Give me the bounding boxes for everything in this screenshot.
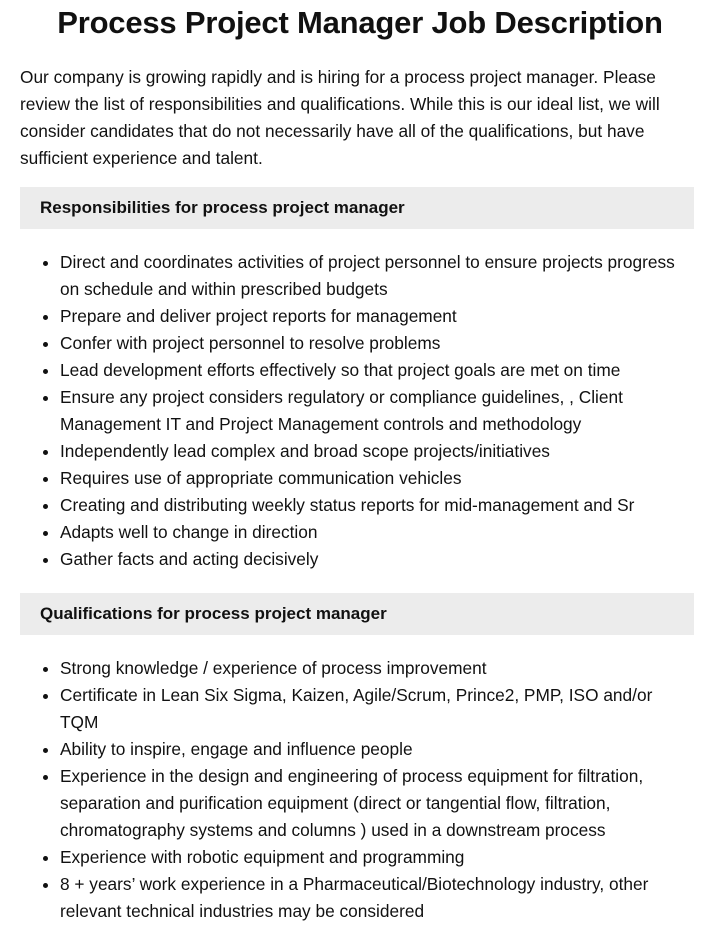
list-item: • Experience with robotic equipment and programming [60,844,690,871]
list-item: • Gather facts and acting decisively [60,546,690,573]
list-item: • Prepare and deliver project reports for management [60,303,690,330]
intro-paragraph: Our company is growing rapidly and is hiring for a process project manager. Please review the list of responsibilities and qualifications. While this is our ideal list, we will consider candidates that do not necessarily have all of the qualifications, but have sufficient experience and talent. [20,67,660,168]
list-item: • Direct and coordinates activities of project personnel to ensure projects progress on schedule and within prescribed budgets [60,249,690,303]
list-item: • Creating and distributing weekly status reports for mid-management and Sr [60,492,690,519]
list-item: • Independently lead complex and broad scope projects/initiatives [60,438,690,465]
qualifications-list [20,655,690,925]
list-item: • Experience in the design and engineering of process equipment for filtration, separation and purification equipment (direct or tangential flow, filtration, chromatography systems and columns ) used in a downstream process [60,763,690,844]
list-item: • Lead development efforts effectively so that project goals are met on time [60,357,690,384]
list-item: • Adapts well to change in direction [60,519,690,546]
list-item: • Requires use of appropriate communication vehicles [60,465,690,492]
page-title: Process Project Manager Job Description [57,5,663,40]
list-item: • Ensure any project considers regulatory or compliance guidelines, , Client Management IT and Project Management controls and methodology [60,384,690,438]
list-item: • Confer with project personnel to resolve problems [60,330,690,357]
list-item: • Certificate in Lean Six Sigma, Kaizen, Agile/Scrum, Prince2, PMP, ISO and/or TQM [60,682,690,736]
responsibilities-heading: Responsibilities for process project manager [20,187,694,229]
responsibilities-list [20,249,690,573]
list-item: • Ability to inspire, engage and influence people [60,736,690,763]
list-item: • 8 + years’ work experience in a Pharmaceutical/Biotechnology industry, other relevant technical industries may be considered [60,871,690,925]
qualifications-heading: Qualifications for process project manager [20,593,694,635]
list-item: • Strong knowledge / experience of process improvement [60,655,690,682]
